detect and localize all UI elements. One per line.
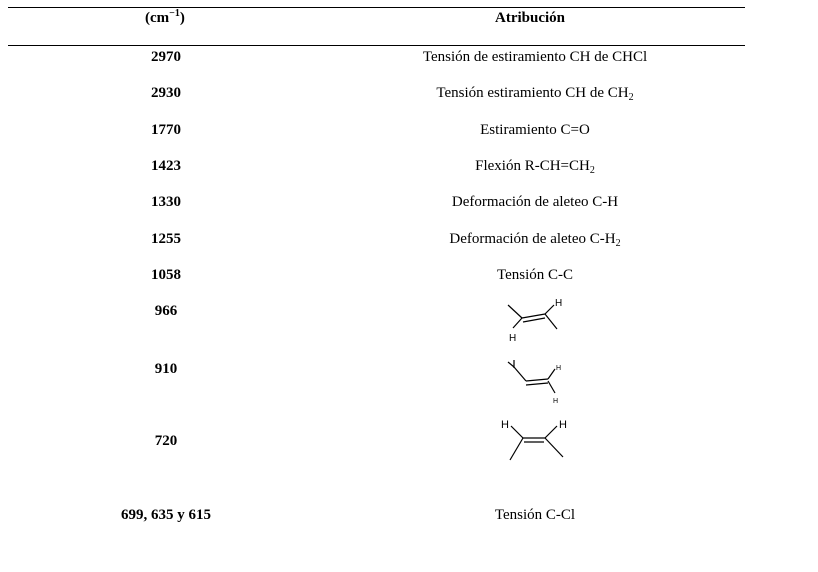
atom-label-h: H (553, 398, 559, 405)
wavenumber-cell: 2970 (151, 49, 181, 65)
wavenumber-cell: 1058 (151, 267, 181, 283)
trans-alkene-structure (500, 296, 570, 346)
table-row (0, 154, 818, 178)
wavenumber-cell: 1330 (151, 194, 181, 210)
table-top-rule (8, 7, 745, 8)
wavenumber-cell: 966 (154, 303, 178, 319)
table-row (0, 227, 818, 251)
table-row (0, 299, 818, 323)
atom-label-h: H (555, 298, 563, 309)
wavenumber-cell: 2930 (151, 85, 181, 101)
atom-label-h: H (559, 419, 567, 431)
table-row (0, 45, 818, 69)
atom-label-h: H (501, 419, 509, 431)
wavenumber-cell: 1770 (151, 122, 181, 138)
attribution-cell: Tensión C-Cl (494, 507, 576, 523)
table-row (0, 190, 818, 214)
atom-label-h: H (556, 365, 562, 372)
wavenumber-cell: 910 (154, 361, 178, 377)
header-attribution: Atribución (495, 10, 566, 26)
wavenumber-cell: 1255 (151, 231, 181, 247)
cis-alkene-structure (495, 414, 575, 469)
wavenumber-cell: 720 (154, 433, 178, 449)
atom-label-h: H (509, 333, 517, 344)
attribution-cell: Flexión $R-CH=CH_2$ (475, 158, 595, 176)
attribution-cell: Tensión de estiramiento CH de CHCl (422, 49, 648, 65)
attribution-cell: Estiramiento C=O (480, 122, 590, 138)
table-row (0, 263, 818, 287)
attribution-cell: Deformación de aleteo C-H (451, 194, 619, 210)
header-wavenumber: $(cm^{-1})$ (145, 8, 185, 26)
table-row (0, 118, 818, 142)
table-row (0, 429, 818, 453)
table-row (0, 81, 818, 105)
table-row (0, 357, 818, 381)
attribution-cell: Tensión estiramiento CH de $CH_2$ (436, 85, 634, 103)
wavenumber-cell: 1423 (151, 158, 181, 174)
attribution-cell: Tensión C-C (496, 267, 574, 283)
vinyl-group-structure (500, 354, 570, 409)
attribution-cell: Deformación de aleteo $C-H_2$ (449, 231, 621, 249)
wavenumber-cell: 699, 635 y 615 (121, 507, 211, 523)
table-row (0, 503, 818, 527)
